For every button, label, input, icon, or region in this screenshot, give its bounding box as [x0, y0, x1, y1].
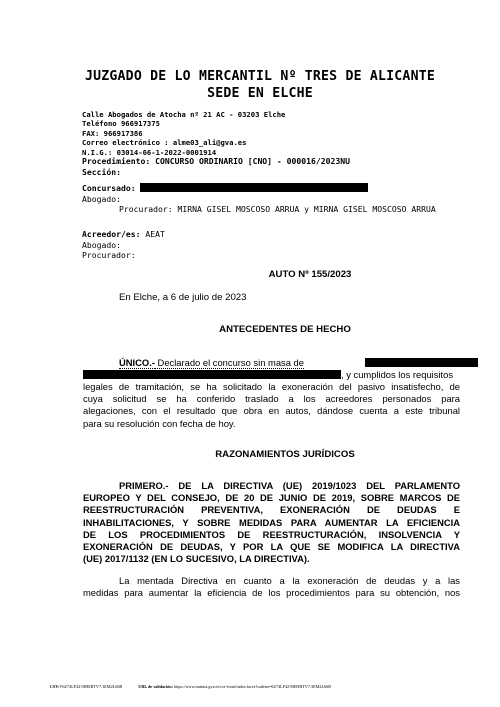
heading-line: DE LOS PROCEDIMIENTOS DE REESTRUCTURACIÓN, INSOLVENCIA Y: [83, 528, 460, 540]
auto-date: En Elche, a 6 de julio de 2023: [119, 292, 247, 303]
court-email: Correo electrónico : alme03_ali@gva.es: [82, 138, 247, 148]
heading-line: PRIMERO.- DE LA DIRECTIVA (UE) 2019/1023 DEL PARLAMENTO: [119, 480, 460, 491]
paragraph-line: La mentada Directiva en cuanto a la exoneración de deudas y a las: [119, 575, 460, 586]
heading-line: INHABILITACIONES, Y SOBRE MEDIDAS PARA AUMENTAR LA EFICIENCIA: [83, 516, 460, 528]
heading-line: EUROPEO Y DEL CONSEJO, DE 20 DE JUNIO DE 2019, SOBRE MARCOS DE: [83, 492, 460, 504]
unico-first-line: [83, 357, 460, 368]
court-address-block: [82, 110, 285, 157]
acreedor-procurador-label: Procurador:: [82, 250, 136, 261]
razonamientos-title: RAZONAMIENTOS JURÍDICOS: [215, 449, 355, 460]
acreedor-abogado-label: Abogado:: [82, 239, 121, 250]
concursado-procurador-value: MIRNA GISEL MOSCOSO ARRUA y MIRNA GISEL MOSCOSO ARRUA: [177, 204, 436, 215]
csv-label: CSV:: [50, 684, 60, 689]
heading-line: EXONERACIÓN DE DEUDAS, Y POR LA QUE SE MODIFICA LA DIRECTIVA: [83, 541, 460, 553]
url-label: URL de validación:: [138, 684, 173, 689]
nig-number: N.I.G.: 03014-66-1-2022-0001914: [82, 147, 217, 157]
paragraph-line: para su resolución con fecha de hoy.: [83, 417, 236, 429]
acreedor-block: [82, 229, 165, 261]
court-street: Calle Abogados de Atocha nº 21 AC - 03203 Elche: [82, 110, 286, 119]
concursado-block: [82, 183, 436, 215]
unico-continuation: , y cumplidos los requisitos: [341, 369, 454, 380]
section-label: Sección:: [82, 166, 121, 177]
court-fax: FAX: 966917386: [82, 128, 143, 138]
paragraph-line: cuya solicitud se ha conferido traslado a los acreedores personados para: [83, 393, 460, 405]
heading-line: (UE) 2017/1132 (EN LO SUCESIVO, LA DIRECTIVA).: [83, 553, 310, 565]
paragraph-line: alegaciones, con el resultado que obra en autos, dándose cuenta a este tribunal: [83, 405, 460, 417]
validation-footer: [50, 684, 331, 689]
procedure-value: CONCURSO ORDINARIO [CNO] - 000016/2023NU: [155, 156, 351, 166]
unico-lead: Declarado el concurso sin masa de: [154, 357, 304, 368]
court-name: JUZGADO DE LO MERCANTIL Nº TRES DE ALICANTE: [84, 69, 435, 84]
unico-second-line: [83, 369, 460, 380]
auto-title: AUTO Nº 155/2023: [268, 269, 352, 280]
redaction-bar: [140, 183, 368, 192]
heading-line: REESTRUCTURACIÓN PREVENTIVA, EXONERACIÓN DE DEUDAS E: [83, 504, 460, 516]
acreedor-label: Acreedor/es:: [82, 229, 141, 239]
court-seat: SEDE EN ELCHE: [207, 86, 313, 101]
directiva-paragraph: [83, 575, 460, 599]
court-phone: Teléfono 966917375: [82, 119, 160, 129]
primero-heading: [83, 480, 460, 565]
acreedor-value: AEAT: [145, 229, 165, 239]
csv-code: Y6Z74LF42:9HEIBTV7:3EM2L66B: [59, 684, 123, 689]
redaction-bar: [365, 358, 478, 367]
unico-label: ÚNICO.-: [119, 357, 155, 368]
procedure-label: Procedimiento:: [82, 156, 151, 166]
validation-url[interactable]: https://www.tramita.gva.es/csv-front/index.faces?cadena=6Z74LF42:9HEIBTV7:3EM2L66B: [174, 684, 332, 689]
paragraph-line: medidas para aumentar la eficiencia de los procedimientos para su obtención, nos: [83, 587, 460, 599]
paragraph-line: legales de tramitación, se ha solicitado la exoneración del pasivo insatisfecho, de: [83, 381, 460, 392]
redaction-bar: [83, 370, 341, 379]
antecedentes-paragraph: [83, 381, 460, 430]
court-heading: [60, 68, 460, 102]
concursado-label: Concursado:: [82, 183, 136, 193]
concursado-procurador-label: Procurador:: [119, 204, 173, 215]
procedure-block: [82, 156, 350, 177]
antecedentes-title: ANTECEDENTES DE HECHO: [219, 324, 351, 335]
concursado-abogado-label: Abogado:: [82, 193, 121, 204]
